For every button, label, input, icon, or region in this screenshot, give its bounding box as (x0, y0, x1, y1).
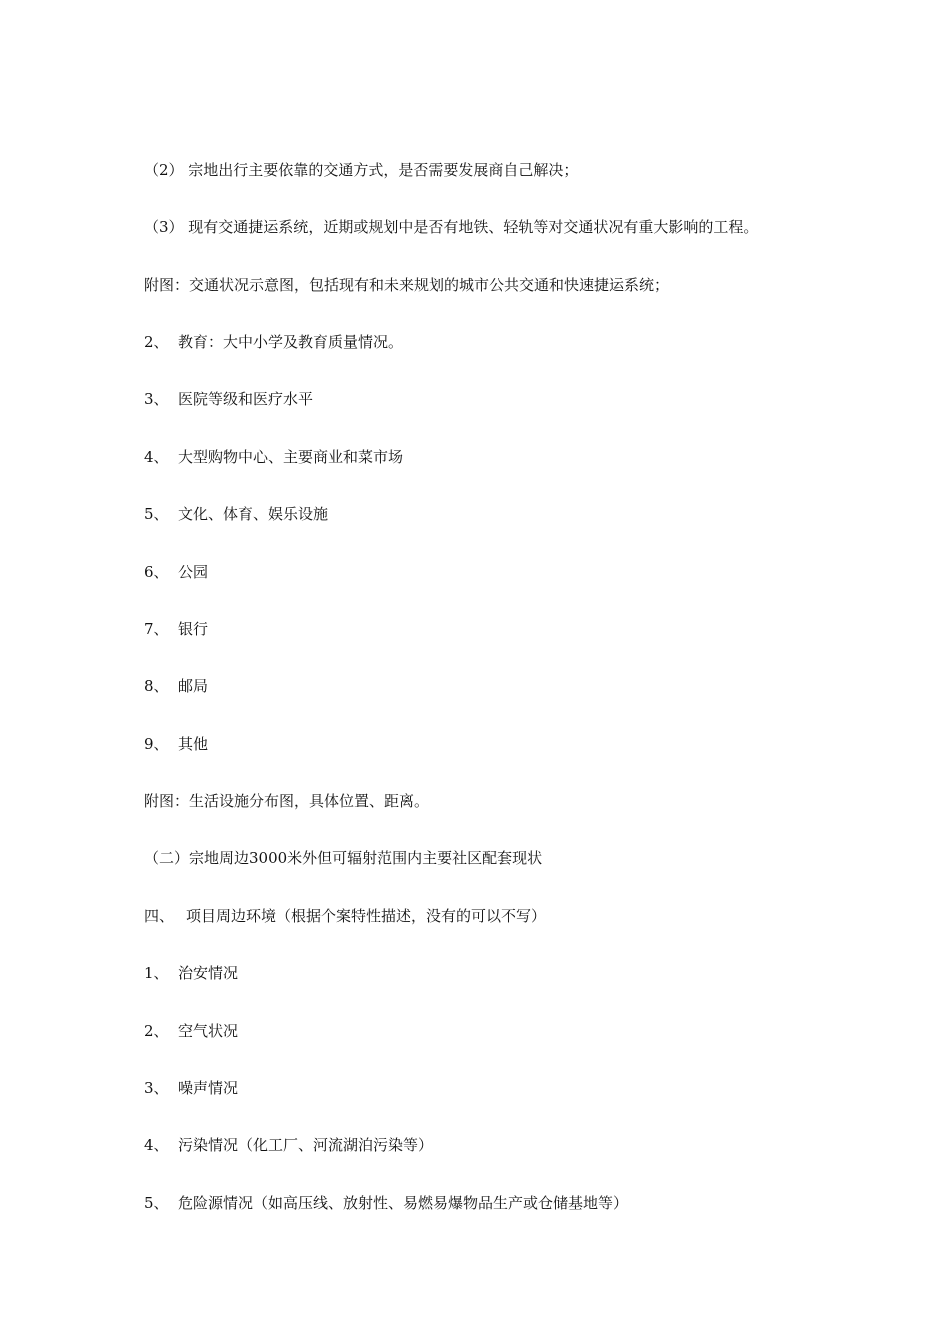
paragraph-rapid-transit: （3） 现有交通捷运系统，近期或规划中是否有地铁、轻轨等对交通状况有重大影响的工程。 (144, 218, 759, 236)
list-item-bank: 7、 银行 (144, 620, 209, 638)
list-number: 9、 (144, 735, 169, 753)
list-number: 四、 (144, 907, 175, 925)
list-item-shopping: 4、 大型购物中心、主要商业和菜市场 (144, 448, 404, 466)
list-item-hospital: 3、 医院等级和医疗水平 (144, 390, 314, 408)
list-number: 6、 (144, 563, 169, 581)
list-item-post-office: 8、 邮局 (144, 677, 209, 695)
list-number: 1、 (144, 964, 169, 982)
list-number: 2、 (144, 1022, 169, 1040)
list-number: 5、 (144, 1194, 169, 1212)
list-item-noise: 3、 噪声情况 (144, 1079, 239, 1097)
paragraph-transport-map-note: 附图：交通状况示意图，包括现有和未来规划的城市公共交通和快速捷运系统； (144, 276, 670, 294)
list-number: 5、 (144, 505, 169, 523)
list-item-other: 9、 其他 (144, 735, 209, 753)
list-item-education: 2、 教育：大中小学及教育质量情况。 (144, 333, 404, 351)
section-heading-environment: 四、 项目周边环境（根据个案特性描述，没有的可以不写） (144, 907, 547, 925)
list-number: 4、 (144, 448, 169, 466)
list-item-pollution: 4、 污染情况（化工厂、河流湖泊污染等） (144, 1136, 434, 1154)
list-item-culture: 5、 文化、体育、娱乐设施 (144, 505, 329, 523)
list-number: 3、 (144, 390, 169, 408)
section-heading-community-facilities: （二）宗地周边3000米外但可辐射范围内主要社区配套现状 (144, 849, 543, 867)
list-number: 3、 (144, 1079, 169, 1097)
paragraph-transport-mode: （2） 宗地出行主要依靠的交通方式，是否需要发展商自己解决； (144, 161, 579, 179)
list-item-public-security: 1、 治安情况 (144, 964, 239, 982)
list-item-park: 6、 公园 (144, 563, 209, 581)
list-number: 7、 (144, 620, 169, 638)
list-number: 4、 (144, 1136, 169, 1154)
list-item-air-quality: 2、 空气状况 (144, 1022, 239, 1040)
list-number: 2、 (144, 333, 169, 351)
list-item-hazard-sources: 5、 危险源情况（如高压线、放射性、易燃易爆物品生产或仓储基地等） (144, 1194, 629, 1212)
paragraph-facilities-map-note: 附图：生活设施分布图，具体位置、距离。 (144, 792, 430, 810)
list-number: 8、 (144, 677, 169, 695)
